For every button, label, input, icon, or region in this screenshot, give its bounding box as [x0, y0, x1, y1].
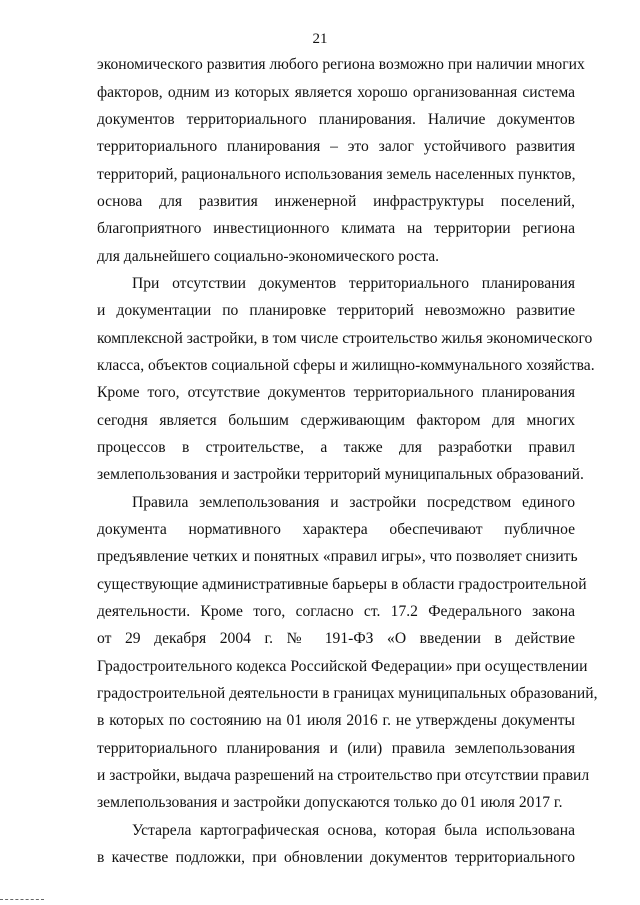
text-line: Правила землепользования и застройки посредством единого: [132, 494, 575, 511]
text-line: основа для развития инженерной инфраструктуры поселений,: [97, 193, 575, 210]
text-line: существующие административные барьеры в области градостроительной: [97, 576, 587, 593]
text-line: процессов в строительстве, а также для разработки правил: [97, 439, 575, 456]
text-line: благоприятного инвестиционного климата на территории региона: [97, 220, 575, 237]
text-line: Кроме того, отсутствие документов территориального планирования: [97, 384, 575, 401]
page-number: 21: [312, 31, 328, 47]
text-line: деятельности. Кроме того, согласно ст. 17.2 Федерального закона: [97, 603, 575, 620]
text-line: и документации по планировке территорий невозможно развитие: [97, 302, 575, 319]
text-line: от 29 декабря 2004 г. № 191-ФЗ «О введении в действие: [97, 630, 575, 647]
text-line: территориального планирования – это залог устойчивого развития: [97, 138, 575, 155]
text-line: комплексной застройки, в том числе строительство жилья экономического: [97, 330, 593, 347]
text-line: для дальнейшего социально-экономического роста.: [97, 248, 440, 265]
text-line: Градостроительного кодекса Российской Федерации» при осуществлении: [97, 658, 588, 675]
text-line: землепользования и застройки территорий муниципальных образований.: [97, 466, 584, 483]
text-line: в качестве подложки, при обновлении документов территориального: [97, 849, 575, 866]
text-line: территориального планирования и (или) правила землепользования: [97, 740, 575, 757]
text-line: факторов, одним из которых является хорошо организованная система: [97, 84, 575, 101]
text-line: в которых по состоянию на 01 июля 2016 г. не утверждены документы: [97, 712, 575, 729]
text-line: экономического развития любого региона возможно при наличии многих: [97, 56, 585, 73]
text-line: сегодня является большим сдерживающим фактором для многих: [97, 412, 575, 429]
text-line: и застройки, выдача разрешений на строительство при отсутствии правил: [97, 767, 590, 784]
text-line: документов территориального планирования. Наличие документов: [97, 111, 575, 128]
text-line: класса, объектов социальной сферы и жилищно-коммунального хозяйства.: [97, 357, 595, 374]
text-line: документа нормативного характера обеспечивают публичное: [97, 521, 575, 538]
text-line: Устарела картографическая основа, которая была использована: [132, 822, 575, 839]
text-line: землепользования и застройки допускаются только до 01 июля 2017 г.: [97, 794, 563, 811]
text-line: градостроительной деятельности в границах муниципальных образований,: [97, 685, 598, 702]
text-line: территорий, рационального использования земель населенных пунктов,: [97, 166, 576, 183]
text-line: предъявление четких и понятных «правил игры», что позволяет снизить: [97, 548, 578, 565]
scan-edge-mark: [0, 899, 44, 902]
text-line: При отсутствии документов территориального планирования: [132, 275, 575, 292]
